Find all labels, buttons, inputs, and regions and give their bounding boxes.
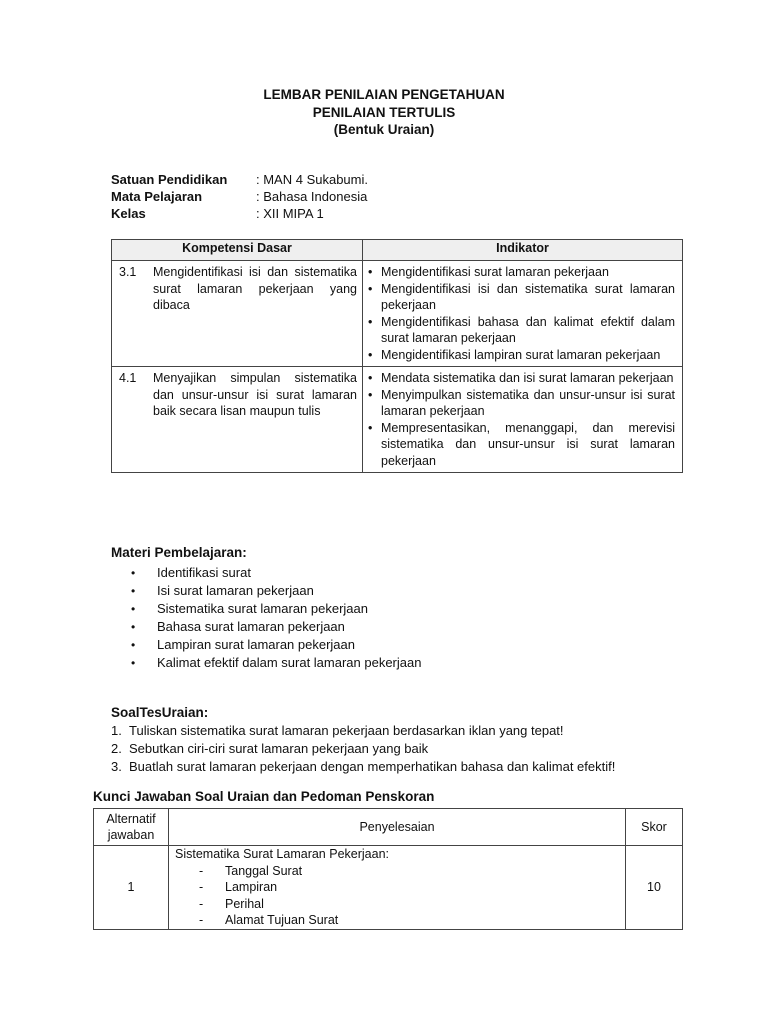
question-number: 3. (111, 759, 122, 774)
bullet-icon: • (368, 314, 373, 329)
list-item: • Isi surat lamaran pekerjaan (131, 583, 314, 598)
question-text: Sebutkan ciri-ciri surat lamaran pekerjaan yang baik (129, 741, 429, 756)
list-item: • Sistematika surat lamaran pekerjaan (131, 601, 368, 616)
skor-cell: 10 (626, 846, 683, 930)
list-item (111, 758, 615, 776)
indikator-cell (363, 367, 683, 473)
info-label: Mata Pelajaran (111, 189, 203, 204)
indikator-cell (363, 261, 683, 367)
info-value: : Bahasa Indonesia (256, 189, 368, 204)
list-item: - Alamat Tujuan Surat (199, 913, 339, 927)
bullet-icon: • (131, 656, 136, 670)
bullet-icon: • (368, 420, 373, 435)
question-number: 1. (111, 723, 122, 738)
question-number: 2. (111, 741, 122, 756)
kunci-title: Kunci Jawaban Soal Uraian dan Pedoman Penskoran (93, 789, 435, 804)
title-line-3: (Bentuk Uraian) (333, 122, 435, 137)
list-item: • Lampiran surat lamaran pekerjaan (131, 637, 355, 652)
bullet-icon: • (131, 602, 136, 616)
table-row (112, 367, 683, 473)
kd-cell (112, 261, 363, 367)
kd-text: Mengidentifikasi isi dan sistematika surat lamaran pekerjaan yang dibaca (153, 265, 357, 312)
materi-title: Materi Pembelajaran: (111, 545, 247, 560)
bullet-icon: • (131, 584, 136, 598)
bullet-icon: • (131, 566, 136, 580)
bullet-icon: • (368, 281, 373, 296)
dash-icon: - (199, 880, 204, 894)
soal-list (111, 722, 615, 776)
title-line-1: LEMBAR PENILAIAN PENGETAHUAN (263, 87, 505, 102)
bullet-icon: • (368, 347, 373, 362)
list-item: • Kalimat efektif dalam surat lamaran pekerjaan (131, 655, 422, 670)
bullet-icon: • (131, 638, 136, 652)
info-value: : MAN 4 Sukabumi. (256, 172, 368, 187)
info-label: Satuan Pendidikan (111, 172, 228, 187)
bullet-icon: • (368, 371, 373, 385)
penyelesaian-cell (169, 846, 626, 930)
header-penyelesaian: Penyelesaian (169, 809, 626, 846)
list-item: • Mengidentifikasi lampiran surat lamaran pekerjaan (368, 347, 661, 362)
list-item: - Perihal (199, 896, 264, 911)
list-item: • Bahasa surat lamaran pekerjaan (131, 619, 345, 634)
table-row (112, 261, 683, 367)
title-line-2: PENILAIAN TERTULIS (312, 104, 456, 120)
list-item (111, 740, 615, 758)
bullet-icon: • (131, 620, 136, 634)
list-item: - Lampiran (199, 880, 278, 894)
solution-intro: Sistematika Surat Lamaran Pekerjaan: (175, 847, 389, 861)
kompetensi-table (111, 239, 683, 473)
document-title (0, 86, 768, 139)
list-item: • Mengidentifikasi surat lamaran pekerjaan (368, 265, 609, 279)
list-item (111, 722, 615, 740)
header-skor: Skor (626, 809, 683, 846)
list-item: • Menyimpulkan sistematika dan unsur-unsur isi surat lamaran pekerjaan (368, 387, 675, 418)
kd-cell (112, 367, 363, 473)
header-indikator: Indikator (363, 240, 683, 261)
header-alternatif: Alternatif jawaban (94, 809, 169, 846)
soal-title: SoalTesUraian: (111, 705, 209, 720)
dash-icon: - (199, 913, 204, 927)
list-item: - Tanggal Surat (199, 863, 303, 878)
info-label: Kelas (111, 206, 146, 221)
list-item: • Mengidentifikasi bahasa dan kalimat efektif dalam surat lamaran pekerjaan (368, 314, 675, 345)
table-header-row (94, 809, 683, 846)
question-text: Tuliskan sistematika surat lamaran pekerjaan berdasarkan iklan yang tepat! (129, 723, 564, 738)
bullet-icon: • (368, 387, 373, 402)
question-text: Buatlah surat lamaran pekerjaan dengan memperhatikan bahasa dan kalimat efektif! (129, 759, 616, 774)
kd-number: 3.1 (119, 265, 137, 279)
list-item: • Mengidentifikasi isi dan sistematika surat lamaran pekerjaan (368, 281, 675, 312)
info-row-satuan (111, 171, 368, 188)
kd-text: Menyajikan simpulan sistematika dan unsur-unsur isi surat lamaran baik secara lisan maupun tulis (153, 371, 357, 418)
list-item: • Identifikasi surat (131, 565, 251, 580)
bullet-icon: • (368, 265, 373, 279)
dash-icon: - (199, 863, 204, 878)
alternatif-cell: 1 (94, 846, 169, 930)
info-row-mapel (111, 188, 368, 205)
list-item: • Mendata sistematika dan isi surat lamaran pekerjaan (368, 371, 674, 385)
identity-block (111, 171, 368, 222)
kd-number: 4.1 (119, 371, 137, 385)
kunci-table (93, 808, 683, 930)
dash-icon: - (199, 896, 204, 911)
table-row (94, 846, 683, 930)
info-value: : XII MIPA 1 (256, 206, 324, 221)
info-row-kelas (111, 205, 368, 222)
header-kompetensi-dasar: Kompetensi Dasar (112, 240, 363, 261)
list-item: • Mempresentasikan, menanggapi, dan merevisi sistematika dan unsur-unsur isi surat lamaran pekerjaan (368, 420, 675, 468)
materi-list (131, 564, 421, 672)
